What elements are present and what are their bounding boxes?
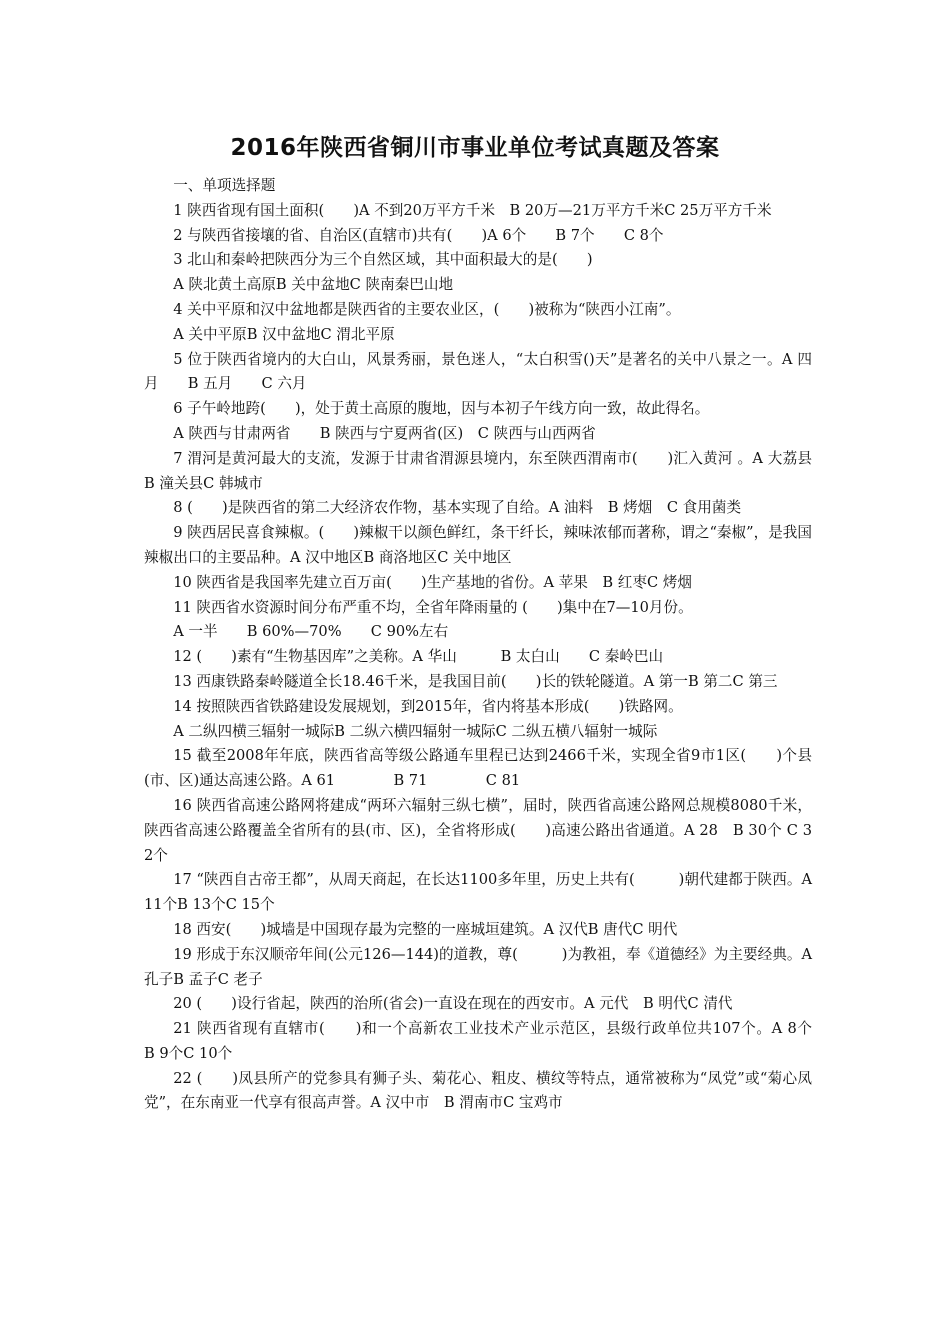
paragraph: A 二纵四横三辐射一城际B 二纵六横四辐射一城际C 二纵五横八辐射一城际 [173, 722, 658, 740]
document-title: 2016年陕西省铜川市事业单位考试真题及答案 [230, 135, 720, 161]
paragraph: 21 陕西省现有直辖市( )和一个高新农工业技术产业示范区，县级行政单位共107个。A 8个 B 9个C 10个 [144, 1020, 842, 1062]
paragraph: 20 ( )设行省起，陕西的治所(省会)一直设在现在的西安市。A 元代 B 明代C 清代 [173, 995, 733, 1013]
paragraph: 2 与陕西省接壤的省、自治区(直辖市)共有( )A 6个 B 7个 C 8个 [173, 226, 664, 244]
paragraph: 4 关中平原和汉中盆地都是陕西省的主要农业区，( )被称为“陕西小江南”。 [173, 300, 681, 318]
paragraph: 9 陕西居民喜食辣椒。( )辣椒干以颜色鲜红，条干纤长，辣味浓郁而著称，谓之“秦椒”，是我国辣椒出口的主要品种。A 汉中地区B 商洛地区C 关中地区 [144, 524, 812, 566]
paragraph: A 陕西与甘肃两省 B 陕西与宁夏两省(区) C 陕西与山西两省 [173, 424, 596, 442]
section-heading: 一、单项选择题 [173, 177, 276, 194]
paragraph: 12 ( )素有“生物基因库”之美称。A 华山 B 太白山 C 秦岭巴山 [173, 648, 664, 666]
paragraph: 14 按照陕西省铁路建设发展规划，到2015年，省内将基本形成( )铁路网。 [173, 697, 683, 715]
paragraph: 16 陕西省高速公路网将建成“两环六辐射三纵七横”，届时，陕西省高速公路网总规模8080千米，陕西省高速公路覆盖全省所有的县(市、区)，全省将形成( )高速公路出省通道。A 28 B 30个 C 32个 [144, 796, 812, 864]
paragraph: 18 西安( )城墙是中国现存最为完整的一座城垣建筑。A 汉代B 唐代C 明代 [173, 920, 678, 938]
paragraph: 13 西康铁路秦岭隧道全长18.46千米，是我国目前( )长的铁轮隧道。A 第一B 第二C 第三 [173, 672, 778, 690]
paragraph: 11 陕西省水资源时间分布严重不均，全省年降雨量的 ( )集中在7—10月份。 [173, 598, 693, 616]
paragraph: A 陕北黄土高原B 关中盆地C 陕南秦巴山地 [173, 276, 454, 294]
paragraph: 3 北山和秦岭把陕西分为三个自然区域，其中面积最大的是( ) [173, 251, 593, 269]
paragraph: 7 渭河是黄河最大的支流，发源于甘肃省渭源县境内，东至陕西渭南市( )汇入黄河 。A 大荔县B 潼关县C 韩城市 [144, 449, 812, 492]
paragraph: A 一半 B 60%—70% C 90%左右 [173, 623, 449, 641]
paragraph: 10 陕西省是我国率先建立百万亩( )生产基地的省份。A 苹果 B 红枣C 烤烟 [173, 573, 692, 591]
paragraph: 15 截至2008年年底，陕西省高等级公路通车里程已达到2466千米，实现全省9市1区( )个县(市、区)通达高速公路。A 61 B 71 C 81 [144, 747, 812, 790]
paragraph: 17 “陕西自古帝王都”，从周天商起，在长达1100多年里，历史上共有( )朝代建都于陕西。A 11个B 13个C 15个 [144, 871, 812, 914]
document-body [144, 174, 842, 1116]
paragraph: 1 陕西省现有国土面积( )A 不到20万平方千米 B 20万—21万平方千米C 25万平方千米 [173, 201, 772, 219]
paragraph: A 关中平原B 汉中盆地C 渭北平原 [173, 325, 395, 343]
paragraph: 8 ( )是陕西省的第二大经济农作物，基本实现了自给。A 油料 B 烤烟 C 食用菌类 [173, 499, 742, 517]
paragraph: 22 ( )凤县所产的党参具有狮子头、菊花心、粗皮、横纹等特点，通常被称为“凤党”或“菊心凤党”，在东南亚一代享有很高声誉。A 汉中市 B 渭南市C 宝鸡市 [144, 1069, 812, 1112]
paragraph: 5 位于陕西省境内的大白山，风景秀丽，景色迷人，“太白积雪()天”是著名的关中八景之一。A 四月 B 五月 C 六月 [144, 350, 812, 393]
paragraph: 19 形成于东汉顺帝年间(公元126—144)的道教，尊( )为教祖，奉《道德经》为主要经典。A 孔子B 孟子C 老子 [144, 945, 812, 988]
paragraph: 6 子午岭地跨( )，处于黄土高原的腹地，因与本初子午线方向一致，故此得名。 [173, 400, 710, 418]
